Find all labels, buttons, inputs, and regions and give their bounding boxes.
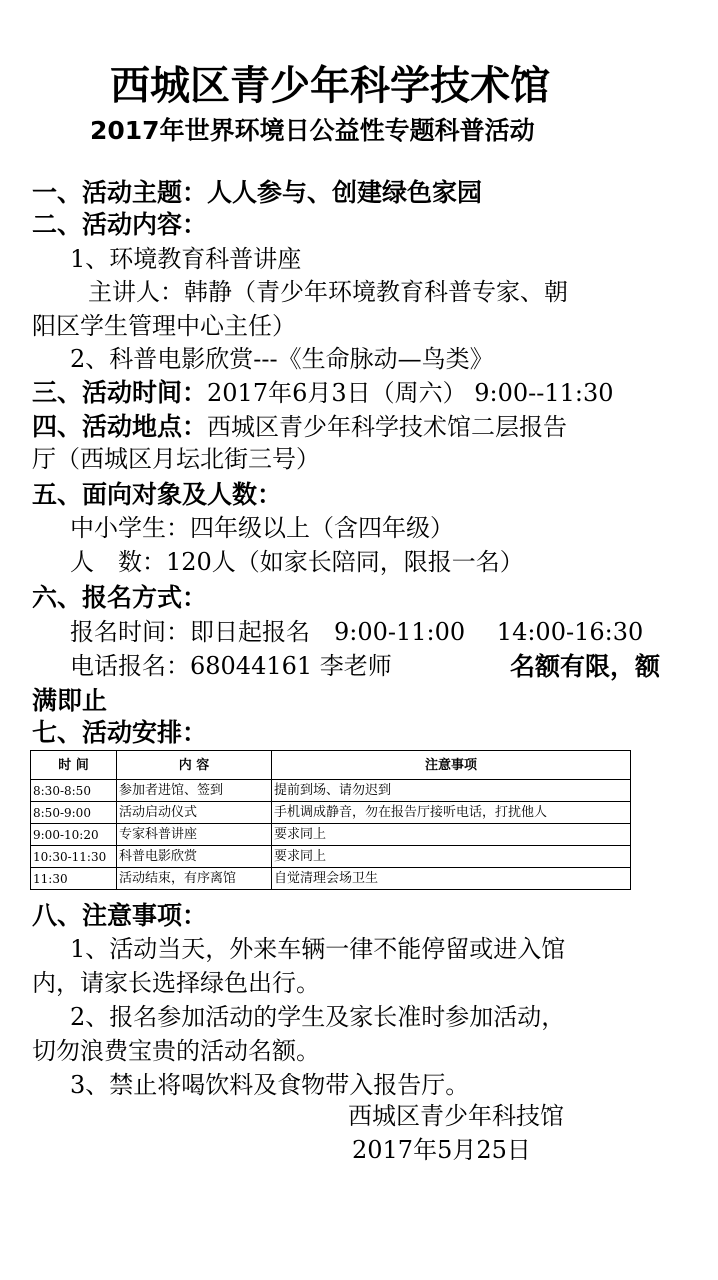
cell-time: 10:30-11:30 xyxy=(31,846,117,868)
lecture-speaker: 主讲人：韩静（青少年环境教育科普专家、朝 xyxy=(88,278,568,306)
signup-limit-cont: 满即止 xyxy=(32,686,108,715)
cell-content: 活动结束，有序离馆 xyxy=(117,868,272,890)
audience-grade: 中小学生：四年级以上（含四年级） xyxy=(70,514,454,542)
cell-time: 8:30-8:50 xyxy=(31,780,117,802)
section-content-heading: 二、活动内容： xyxy=(32,210,208,239)
table-row xyxy=(31,802,631,824)
schedule-table xyxy=(30,750,631,890)
lecture-speaker-cont: 阳区学生管理中心主任） xyxy=(32,312,296,340)
section-location-value: 西城区青少年科学技术馆二层报告 xyxy=(207,413,568,441)
section-audience-heading: 五、面向对象及人数： xyxy=(32,480,283,509)
cell-time: 8:50-9:00 xyxy=(31,802,117,824)
table-row xyxy=(31,868,631,890)
section-notes-heading: 八、注意事项： xyxy=(32,901,208,930)
section-location-heading: 四、活动地点： xyxy=(32,412,208,441)
cell-time: 11:30 xyxy=(31,868,117,890)
table-row xyxy=(31,824,631,846)
signup-limit: 名额有限，额 xyxy=(510,652,661,681)
note-2: 2、报名参加活动的学生及家长准时参加活动， xyxy=(70,1003,566,1031)
cell-content: 参加者进馆、签到 xyxy=(117,780,272,802)
note-2-cont: 切勿浪费宝贵的活动名额。 xyxy=(32,1037,320,1065)
note-3: 3、禁止将喝饮料及食物带入报告厅。 xyxy=(70,1071,470,1099)
cell-content: 专家科普讲座 xyxy=(117,824,272,846)
cell-time: 9:00-10:20 xyxy=(31,824,117,846)
col-header-time: 时 间 xyxy=(31,751,117,780)
section-location xyxy=(32,414,567,439)
cell-notes: 手机调成静音，勿在报告厅接听电话，打扰他人 xyxy=(272,802,631,824)
signup-time: 报名时间：即日起报名 9:00-11:00 14:00-16:30 xyxy=(70,618,644,646)
cell-content: 科普电影欣赏 xyxy=(117,846,272,868)
note-1-cont: 内，请家长选择绿色出行。 xyxy=(32,969,320,997)
section-time xyxy=(32,380,614,405)
cell-notes: 要求同上 xyxy=(272,824,631,846)
signature-date: 2017年5月25日 xyxy=(352,1136,531,1164)
section-time-heading: 三、活动时间： xyxy=(32,378,208,407)
col-header-content: 内 容 xyxy=(117,751,272,780)
section-theme: 一、活动主题：人人参与、创建绿色家园 xyxy=(32,178,483,207)
section-location-cont: 厅（西城区月坛北街三号） xyxy=(32,445,320,473)
audience-count: 人 数：120人（如家长陪同，限报一名） xyxy=(70,548,524,576)
content-item-movie: 2、科普电影欣赏---《生命脉动—鸟类》 xyxy=(70,345,494,373)
content-item-lecture: 1、环境教育科普讲座 xyxy=(70,245,302,273)
cell-notes: 自觉清理会场卫生 xyxy=(272,868,631,890)
col-header-notes: 注意事项 xyxy=(272,751,631,780)
section-signup-heading: 六、报名方式： xyxy=(32,583,208,612)
cell-notes: 要求同上 xyxy=(272,846,631,868)
signup-phone: 电话报名：68044161 李老师 xyxy=(70,652,392,680)
cell-content: 活动启动仪式 xyxy=(117,802,272,824)
page-title: 西城区青少年科学技术馆 xyxy=(110,63,550,109)
table-row xyxy=(31,846,631,868)
signature-org: 西城区青少年科技馆 xyxy=(348,1102,564,1130)
section-time-value: 2017年6月3日（周六） 9:00--11:30 xyxy=(207,379,614,407)
section-schedule-heading: 七、活动安排： xyxy=(32,718,208,747)
cell-notes: 提前到场、请勿迟到 xyxy=(272,780,631,802)
table-row xyxy=(31,780,631,802)
table-header-row xyxy=(31,751,631,780)
note-1: 1、活动当天，外来车辆一律不能停留或进入馆 xyxy=(70,935,566,963)
page-subtitle: 2017年世界环境日公益性专题科普活动 xyxy=(90,116,535,145)
